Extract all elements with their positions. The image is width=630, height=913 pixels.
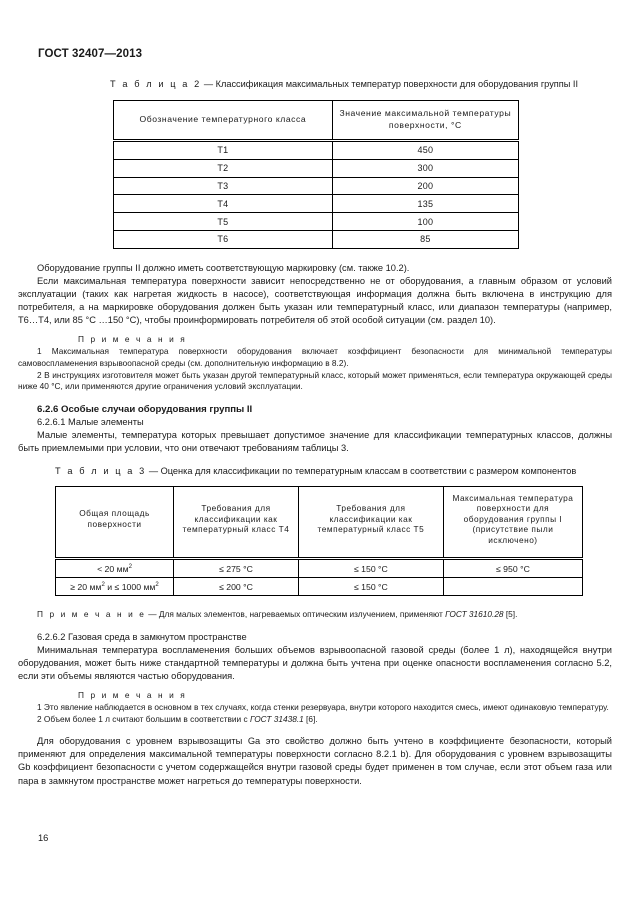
- note-2-2-before: 2 Объем более 1 л считают большим в соответствии с: [37, 713, 250, 724]
- note-1-2: 2 В инструкциях изготовителя может быть указан другой температурный класс, который может применяться, если температура окружающей среды ниже 40 °С, или применяются другие ограничения условий эксплуатации.: [18, 369, 612, 392]
- table3-caption-label: Т а б л и ц а 3: [55, 466, 147, 477]
- note-2-2-after: [6].: [303, 713, 318, 724]
- table3-cell-group1: [443, 578, 582, 596]
- table-row: [56, 578, 583, 596]
- table-row: [114, 231, 519, 249]
- table3-cell-t4: ≤ 200 °С: [174, 578, 299, 596]
- note-2-1: 1 Это явление наблюдается в основном в тех случаях, когда стенки резервуара, внутри которого находится смесь, имеют одинаковую температуру.: [37, 702, 609, 713]
- table-2-temperature-classes: [113, 100, 519, 249]
- table-row: [114, 195, 519, 213]
- table2-cell-class: Т6: [114, 231, 333, 249]
- table-row: [114, 177, 519, 195]
- page-header-standard-id: ГОСТ 32407—2013: [38, 48, 143, 60]
- section-heading-6-2-6-1: 6.2.6.1 Малые элементы: [37, 417, 144, 428]
- note-table3-text-after: [5].: [503, 609, 518, 620]
- note-2-2-reference: ГОСТ 31438.1: [249, 713, 304, 724]
- table2-cell-value: 300: [332, 159, 518, 177]
- notes-heading-1: П р и м е ч а н и я: [78, 334, 187, 345]
- page-number: 16: [38, 833, 49, 843]
- table3-cell-area: < 20 $мм^2$: [56, 559, 174, 578]
- table2-caption-label: Т а б л и ц а 2: [110, 79, 202, 89]
- section-heading-6-2-6-2: 6.2.6.2 Газовая среда в замкнутом пространстве: [37, 631, 247, 642]
- note-1-1: 1 Максимальная температура поверхности оборудования включает коэффициент безопасности для минимальной температуры самовоспламенения взрывоопасной среды (см. дополнительную информацию в 8.2).: [18, 346, 612, 368]
- table2-col-header-temperature: Значение максимальной температуры поверхности, °С: [332, 101, 518, 141]
- table2-cell-class: Т1: [114, 141, 333, 160]
- table-row: [114, 141, 519, 160]
- table3-cell-t4: ≤ 275 °С: [174, 559, 299, 578]
- table2-cell-value: 85: [332, 231, 518, 249]
- table3-col-header-t5: Требования для классификации как температурный класс Т5: [298, 486, 443, 559]
- table2-caption: [18, 78, 612, 91]
- table2-header-row: [114, 101, 519, 141]
- paragraph-small-elements: Малые элементы, температура которых превышает допустимое значение для классификации температурных классов, должны быть приемлемыми при условии, что они отвечают требованиям таблицы 3.: [18, 430, 612, 454]
- table-row: [114, 159, 519, 177]
- note-table3-reference: ГОСТ 31610.28: [445, 609, 504, 620]
- table3-caption: [18, 465, 612, 478]
- table3-col-header-t4: Требования для классификации как температурный класс Т4: [174, 486, 299, 559]
- section-heading-6-2-6: 6.2.6 Особые случаи оборудования группы II: [37, 403, 253, 415]
- table2-caption-text: — Классификация максимальных температур поверхности для оборудования группы II: [201, 79, 578, 89]
- note-table3-text-before: — Для малых элементов, нагреваемых оптическим излучением, применяют: [145, 609, 446, 620]
- table-3-component-size-classification: [55, 486, 583, 597]
- table2-cell-class: Т3: [114, 177, 333, 195]
- table2-cell-class: Т5: [114, 213, 333, 231]
- paragraph-surface-temperature: Если максимальная температура поверхности зависит непосредственно не от оборудования, а главным образом от условий эксплуатации (таких как нагретая жидкость в насосе), соответствующая информация должна быть включена в инструкцию для потребителя, а на маркировке оборудования должен быть указан или температурный класс, или диапазон температуры (например, Т6…Т4, или 85 °С …150 °С), чтобы проинформировать потребителя об этой особой ситуации (см. раздел 10).: [18, 275, 612, 326]
- table-row: [114, 213, 519, 231]
- page-content: [18, 78, 612, 788]
- paragraph-marking: Оборудование группы II должно иметь соответствующую маркировку (см. также 10.2).: [37, 262, 410, 273]
- note-table3: [18, 609, 612, 621]
- table-row: [56, 559, 583, 578]
- note-2-2: [18, 714, 612, 726]
- paragraph-ga-gb-protection: Для оборудования с уровнем взрывозащиты Ga это свойство должно быть учтено в коэффициенте безопасности, который применяют для определения максимальной температуры поверхности согласно 8.2.1 b). Для оборудования с уровнем взрывозащиты Gb коэффициент безопасности с учетом содержащейся внутри газовой среды будет применен в том случае, если этот объем газа или пара в замкнутом пространстве может нагреться до температуры поверхности.: [18, 736, 612, 786]
- table3-caption-text: — Оценка для классификации по температурным классам в соответствии с размером компонентов: [146, 466, 577, 477]
- table2-cell-value: 135: [332, 195, 518, 213]
- table2-cell-value: 450: [332, 141, 518, 160]
- note-table3-title: П р и м е ч а н и е: [37, 609, 146, 620]
- table2-cell-value: 100: [332, 213, 518, 231]
- table3-col-header-group1: Максимальная температура поверхности для оборудования группы I (присутствие пыли исключено): [443, 486, 582, 559]
- paragraph-enclosed-gas: Минимальная температура воспламенения больших объемов взрывоопасной газовой среды (более 1 л), находящейся внутри оборудования, может быть ниже стандартной температуры и должна быть учтена при оценке опасности воспламенения согласно 5.2, если эти объемы являются частью оборудования.: [18, 644, 612, 681]
- table2-cell-value: 200: [332, 177, 518, 195]
- table3-header-row: [56, 486, 583, 559]
- table3-cell-area: ≥ 20 $мм^2$ и ≤ 1000 $мм^2$: [56, 578, 174, 596]
- table3-cell-t5: ≤ 150 °С: [298, 578, 443, 596]
- table3-cell-group1: ≤ 950 °С: [443, 559, 582, 578]
- table2-cell-class: Т4: [114, 195, 333, 213]
- table2-cell-class: Т2: [114, 159, 333, 177]
- table3-col-header-area: Общая площадь поверхности: [56, 486, 174, 559]
- table3-cell-t5: ≤ 150 °С: [298, 559, 443, 578]
- table2-col-header-class: Обозначение температурного класса: [114, 101, 333, 141]
- notes-heading-2: П р и м е ч а н и я: [78, 690, 187, 700]
